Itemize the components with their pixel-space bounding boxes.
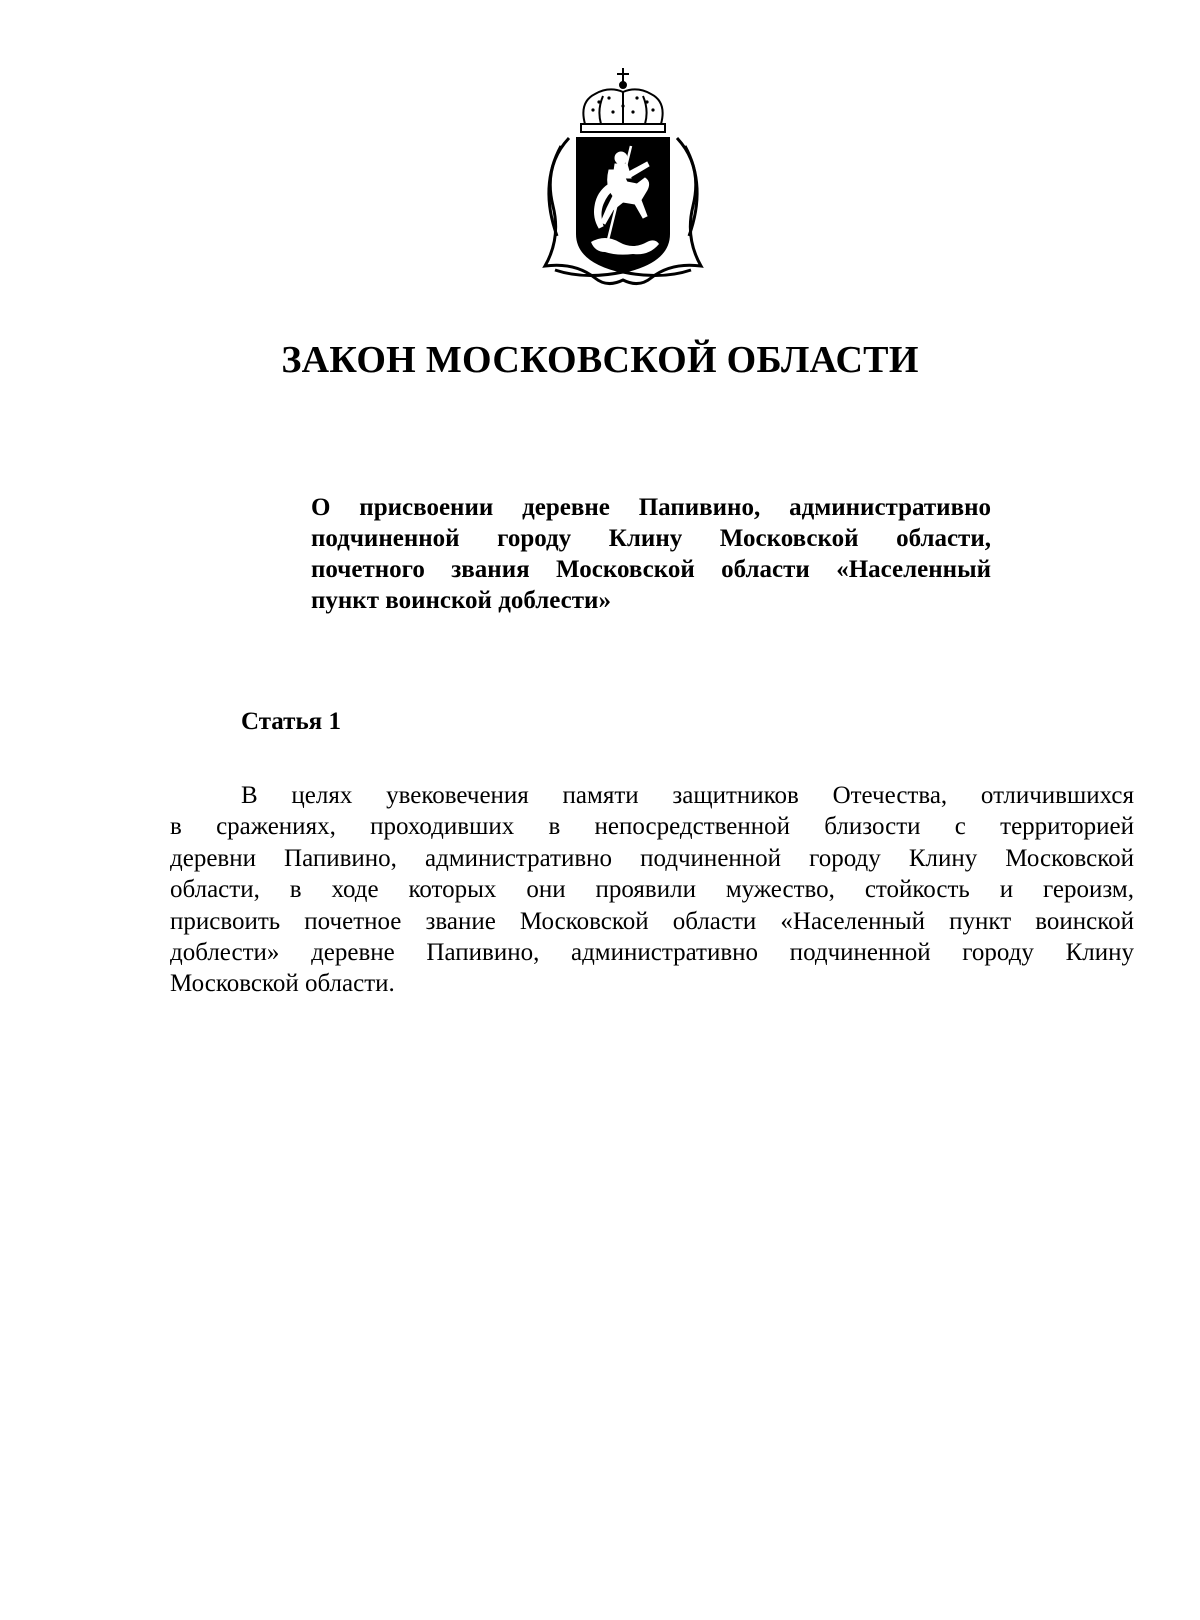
article-line: в сражениях, проходивших в непосредственной близости с территорией (170, 813, 1134, 841)
subject-line: подчиненной городу Клину Московской области, (311, 525, 991, 552)
article-line: Московской области. (170, 970, 395, 998)
article-line: области, в ходе которых они проявили мужество, стойкость и героизм, (170, 876, 1134, 904)
document-title: ЗАКОН МОСКОВСКОЙ ОБЛАСТИ (281, 339, 919, 381)
subject-line: пункт воинской доблести» (311, 587, 611, 614)
article-line: доблести» деревне Папивино, административно подчиненной городу Клину (170, 939, 1134, 967)
moscow-oblast-coat-of-arms-icon (535, 66, 711, 288)
article-line: В целях увековечения памяти защитников Отечества, отличившихся (241, 782, 1134, 809)
law-subject (311, 492, 991, 616)
subject-line: почетного звания Московской области «Населенный (311, 556, 991, 583)
subject-line: О присвоении деревне Папивино, административно (311, 494, 991, 521)
article-line: деревни Папивино, административно подчиненной городу Клину Московской (170, 844, 1134, 872)
article-line: присвоить почетное звание Московской области «Населенный пункт воинской (170, 907, 1134, 935)
article-body (170, 780, 1134, 1000)
article-heading: Статья 1 (241, 708, 341, 735)
